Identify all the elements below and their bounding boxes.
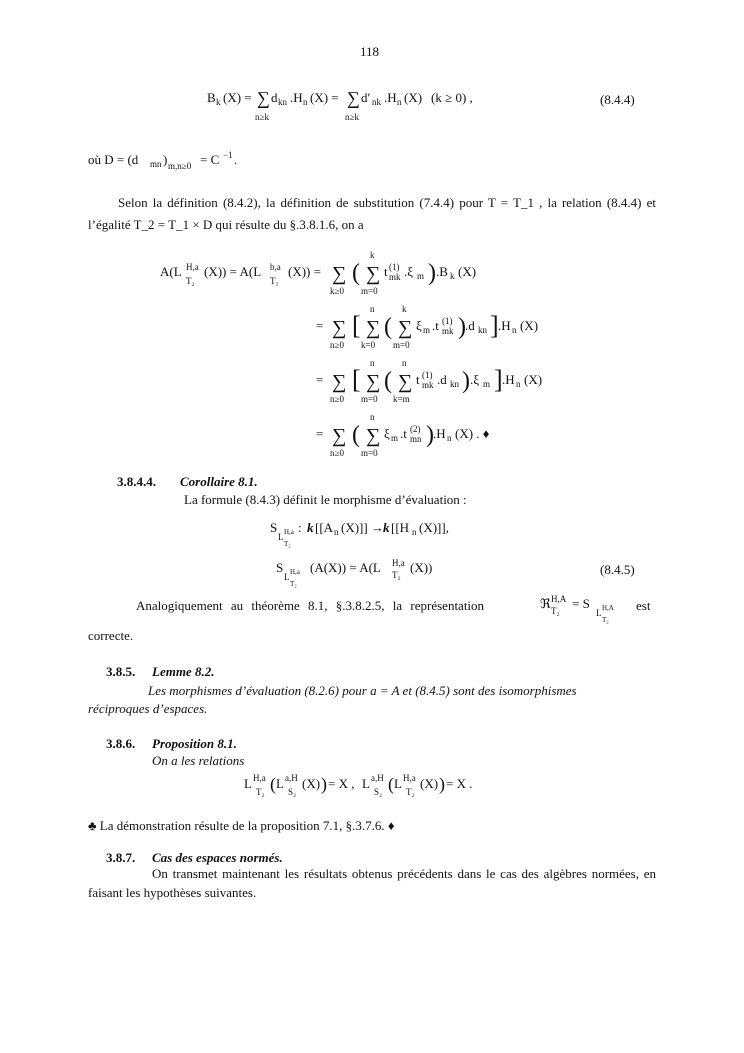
proposition-number: 3.8.6.	[106, 736, 136, 751]
evaluation-morphism-eq	[270, 516, 510, 552]
svg-text:L: L	[276, 776, 284, 791]
svg-text:L: L	[284, 572, 290, 582]
svg-text:): )	[458, 314, 466, 340]
svg-text:a,H: a,H	[371, 773, 384, 783]
derivation-block	[160, 244, 580, 473]
svg-text:T₂: T₂	[551, 606, 560, 616]
svg-text:n: n	[370, 304, 375, 314]
derivation-graphic	[160, 244, 580, 469]
svg-text:T₂: T₂	[602, 616, 609, 624]
svg-text:∑: ∑	[366, 371, 381, 393]
svg-text:ξ: ξ	[384, 426, 390, 441]
proposition-title: Proposition 8.1.	[152, 736, 237, 751]
paragraph-definition	[88, 192, 656, 236]
svg-text:kn: kn	[278, 97, 287, 107]
svg-text:∑: ∑	[366, 317, 381, 339]
svg-text:): )	[439, 774, 445, 794]
svg-text:T₂: T₂	[284, 540, 291, 548]
svg-text:(X) . ♦: (X) . ♦	[455, 426, 490, 441]
svg-text:n: n	[516, 379, 521, 389]
svg-text:(: (	[352, 260, 360, 286]
proposition-equation	[244, 770, 514, 808]
svg-text:mk: mk	[389, 272, 401, 282]
svg-text:ξ: ξ	[416, 318, 422, 333]
svg-text:(: (	[352, 422, 360, 448]
svg-text:(X)): (X))	[410, 560, 433, 575]
svg-text:=: =	[316, 426, 324, 441]
svg-text:k: k	[383, 520, 390, 535]
svg-text:m: m	[423, 325, 431, 335]
svg-text:mk: mk	[442, 326, 454, 336]
svg-text:[: [	[352, 365, 361, 394]
svg-text:.H: .H	[433, 426, 446, 441]
svg-text:m=0: m=0	[393, 340, 410, 350]
svg-text:d′: d′	[361, 90, 371, 105]
svg-text:H,a: H,a	[290, 568, 300, 576]
svg-text:∑: ∑	[347, 88, 360, 108]
normed-spaces-title: Cas des espaces normés.	[152, 850, 283, 865]
svg-text:]: ]	[494, 365, 503, 394]
page-number: 118	[360, 44, 380, 59]
svg-text:∑: ∑	[398, 371, 413, 393]
normed-spaces-line1: On transmet maintenant les résultats obtenus précédents dans le cas des algèbres	[152, 866, 587, 881]
svg-text:ℜ: ℜ	[540, 596, 551, 611]
svg-text:H,a: H,a	[392, 558, 405, 568]
svg-text:n: n	[402, 358, 407, 368]
svg-text:∑: ∑	[332, 425, 347, 447]
normed-spaces-number: 3.8.7.	[106, 850, 136, 865]
svg-text:L: L	[362, 776, 370, 791]
svg-text:(X): (X)	[524, 372, 543, 387]
svg-text:n: n	[397, 97, 402, 107]
svg-text:∑: ∑	[332, 317, 347, 339]
svg-text:L: L	[596, 608, 602, 618]
representation-formula-graphic	[540, 592, 636, 624]
svg-text:nk: nk	[372, 97, 381, 107]
svg-text:m=0: m=0	[361, 286, 378, 296]
svg-text:mk: mk	[422, 380, 434, 390]
corollary-title: Corollaire 8.1.	[180, 474, 258, 489]
svg-text:k: k	[307, 520, 314, 535]
equation-number-8-4-5: (8.4.5)	[600, 562, 635, 577]
svg-text:k: k	[370, 250, 375, 260]
analog-text: Analogiquement au théorème 8.1, §.3.8.2.5, la représentation	[136, 598, 485, 613]
svg-text:H,a: H,a	[253, 773, 266, 783]
svg-text:k: k	[450, 271, 455, 281]
svg-text:T₂: T₂	[290, 580, 297, 588]
svg-text:= X .: = X .	[446, 776, 473, 791]
svg-text:(X): (X)	[420, 776, 439, 791]
svg-text:B: B	[207, 90, 216, 105]
svg-text:n: n	[447, 433, 452, 443]
svg-text:]: ]	[490, 311, 499, 340]
normed-spaces-para	[88, 864, 656, 902]
svg-text:∑: ∑	[332, 371, 347, 393]
svg-text:(X)) = A(L: (X)) = A(L	[204, 264, 262, 279]
svg-text:k=0: k=0	[361, 340, 376, 350]
svg-text:∑: ∑	[332, 263, 347, 285]
lemma-number: 3.8.5.	[106, 664, 136, 679]
svg-text:n≥k: n≥k	[345, 112, 359, 122]
svg-text:(k ≥ 0) ,: (k ≥ 0) ,	[431, 90, 473, 105]
svg-text:(X)]],: (X)]],	[419, 520, 449, 535]
svg-text:.H: .H	[290, 90, 303, 105]
svg-text:m: m	[417, 271, 425, 281]
svg-text:T₂: T₂	[406, 787, 415, 797]
svg-text:.H: .H	[384, 90, 397, 105]
lemma-line2: réciproques d’espaces.	[88, 701, 208, 716]
svg-text:L: L	[244, 776, 252, 791]
svg-text:=: =	[316, 372, 324, 387]
svg-text:T₁: T₁	[270, 276, 279, 286]
svg-text:m: m	[391, 433, 399, 443]
svg-text:mn: mn	[150, 159, 162, 169]
svg-text:(: (	[384, 368, 392, 394]
svg-text:b,a: b,a	[270, 262, 281, 272]
corollary-text: La formule (8.4.3) définit le morphisme d’évaluation :	[184, 492, 467, 507]
svg-text:(X)]] →: (X)]] →	[341, 520, 384, 535]
svg-text:(A(X)) = A(L: (A(X)) = A(L	[310, 560, 381, 575]
svg-text:.: .	[234, 152, 238, 167]
analog-continuation: correcte.	[88, 628, 134, 643]
equation-8-4-4-graphic	[207, 86, 527, 126]
svg-text:L: L	[394, 776, 402, 791]
svg-text:= S: = S	[572, 596, 590, 611]
svg-text:(1): (1)	[422, 370, 433, 380]
svg-text:(X): (X)	[520, 318, 539, 333]
svg-text:.t: .t	[432, 318, 439, 333]
representation-formula	[540, 592, 636, 628]
svg-text:): )	[428, 260, 436, 286]
svg-text:H,A: H,A	[551, 594, 567, 604]
svg-text:A(L: A(L	[160, 264, 182, 279]
svg-text:=: =	[316, 318, 324, 333]
svg-text:t: t	[416, 372, 420, 387]
analog-tail: est	[636, 598, 651, 613]
svg-text:k: k	[402, 304, 407, 314]
svg-text:n≥0: n≥0	[330, 448, 344, 458]
svg-text:∑: ∑	[366, 425, 381, 447]
svg-text:(X) =: (X) =	[310, 90, 339, 105]
proposition-text: On a les relations	[152, 753, 245, 768]
svg-text:S₂: S₂	[374, 787, 383, 797]
svg-text:n: n	[370, 412, 375, 422]
lemma-title: Lemme 8.2.	[152, 664, 215, 679]
svg-text:∑: ∑	[257, 88, 270, 108]
svg-text:m=0: m=0	[361, 394, 378, 404]
svg-text:(X): (X)	[404, 90, 423, 105]
svg-text:(X) =: (X) =	[223, 90, 252, 105]
equation-number-8-4-4: (8.4.4)	[600, 92, 635, 107]
svg-text:(2): (2)	[410, 424, 421, 434]
svg-text:(X): (X)	[458, 264, 477, 279]
demonstration-line: ♣ La démonstration résulte de la proposition 7.1, §.3.7.6. ♦	[88, 818, 395, 833]
svg-text:(: (	[384, 314, 392, 340]
svg-text:n≥k: n≥k	[255, 112, 269, 122]
svg-text:.ξ: .ξ	[404, 264, 414, 279]
svg-text:[: [	[352, 311, 361, 340]
lemma-line1: Les morphismes d’évaluation (8.2.6) pour a = A et (8.4.5) sont des isomorphismes	[148, 683, 577, 698]
svg-text:S: S	[276, 560, 284, 575]
svg-text:(: (	[270, 774, 276, 794]
proposition-equation-graphic	[244, 770, 514, 804]
svg-text:m=0: m=0	[361, 448, 378, 458]
svg-text:[[A: [[A	[315, 520, 334, 535]
svg-text:): )	[321, 774, 327, 794]
svg-text:mn: mn	[410, 434, 422, 444]
svg-text::: :	[298, 520, 302, 535]
corollary-number: 3.8.4.4.	[117, 474, 156, 489]
svg-text:.H: .H	[498, 318, 511, 333]
svg-text:L: L	[278, 532, 284, 542]
svg-text:n: n	[334, 527, 339, 537]
svg-text:S₂: S₂	[288, 787, 297, 797]
svg-text:n≥0: n≥0	[330, 340, 344, 350]
svg-text:= C: = C	[200, 152, 220, 167]
svg-text:où D = (d: où D = (d	[88, 152, 139, 167]
inverse-matrix-graphic	[88, 150, 288, 178]
svg-text:kn: kn	[478, 325, 487, 335]
svg-text:T₂: T₂	[392, 570, 401, 580]
svg-text:∑: ∑	[398, 317, 413, 339]
svg-text:m,n≥0: m,n≥0	[168, 161, 192, 171]
svg-text:.t: .t	[400, 426, 407, 441]
svg-text:k≥0: k≥0	[330, 286, 344, 296]
svg-text:n: n	[412, 527, 417, 537]
equation-8-4-4	[207, 86, 527, 130]
svg-text:T₂: T₂	[256, 787, 265, 797]
svg-text:H,a: H,a	[284, 528, 294, 536]
svg-text:.H: .H	[502, 372, 515, 387]
svg-text:n: n	[512, 325, 517, 335]
svg-text:H,a: H,a	[186, 262, 199, 272]
svg-text:.d: .d	[465, 318, 475, 333]
svg-text:(X): (X)	[302, 776, 321, 791]
svg-text:(: (	[388, 774, 394, 794]
normed-spaces-line2: normées, en faisant les hypothèses suivantes.	[88, 866, 657, 900]
svg-text:H,A: H,A	[602, 604, 614, 612]
svg-text:): )	[462, 368, 470, 394]
svg-text:n≥0: n≥0	[330, 394, 344, 404]
svg-text:n: n	[370, 358, 375, 368]
svg-text:∑: ∑	[366, 263, 381, 285]
equation-8-4-5-graphic	[276, 556, 476, 588]
svg-text:S: S	[270, 520, 278, 535]
equation-8-4-5	[276, 556, 476, 592]
svg-text:(1): (1)	[389, 262, 400, 272]
svg-text:.d: .d	[437, 372, 447, 387]
svg-text:.ξ: .ξ	[470, 372, 480, 387]
svg-text:): )	[163, 152, 168, 167]
paragraph-definition-text: Selon la définition (8.4.2), la définition de substitution (7.4.4) pour T = T_1 , la relation (8.4.4) et l’égalité T_2 = T_1 × D qui résulte du §.3.8.1.6, on a	[88, 195, 656, 232]
svg-text:(X)) =: (X)) =	[288, 264, 321, 279]
svg-text:kn: kn	[450, 379, 459, 389]
svg-text:): )	[426, 422, 434, 448]
svg-text:m: m	[483, 379, 491, 389]
svg-text:(1): (1)	[442, 316, 453, 326]
svg-text:−1: −1	[223, 150, 233, 160]
svg-text:[[H: [[H	[391, 520, 410, 535]
svg-text:= X ,: = X ,	[328, 776, 355, 791]
svg-text:n: n	[303, 97, 308, 107]
svg-text:a,H: a,H	[285, 773, 298, 783]
inverse-matrix-line	[88, 150, 288, 182]
svg-text:t: t	[384, 264, 388, 279]
svg-text:H,a: H,a	[403, 773, 416, 783]
svg-text:T₂: T₂	[186, 276, 195, 286]
svg-text:.B: .B	[436, 264, 448, 279]
svg-text:k=m: k=m	[393, 394, 410, 404]
evaluation-morphism-graphic	[270, 516, 510, 548]
svg-text:d: d	[271, 90, 278, 105]
svg-text:k: k	[216, 97, 221, 107]
